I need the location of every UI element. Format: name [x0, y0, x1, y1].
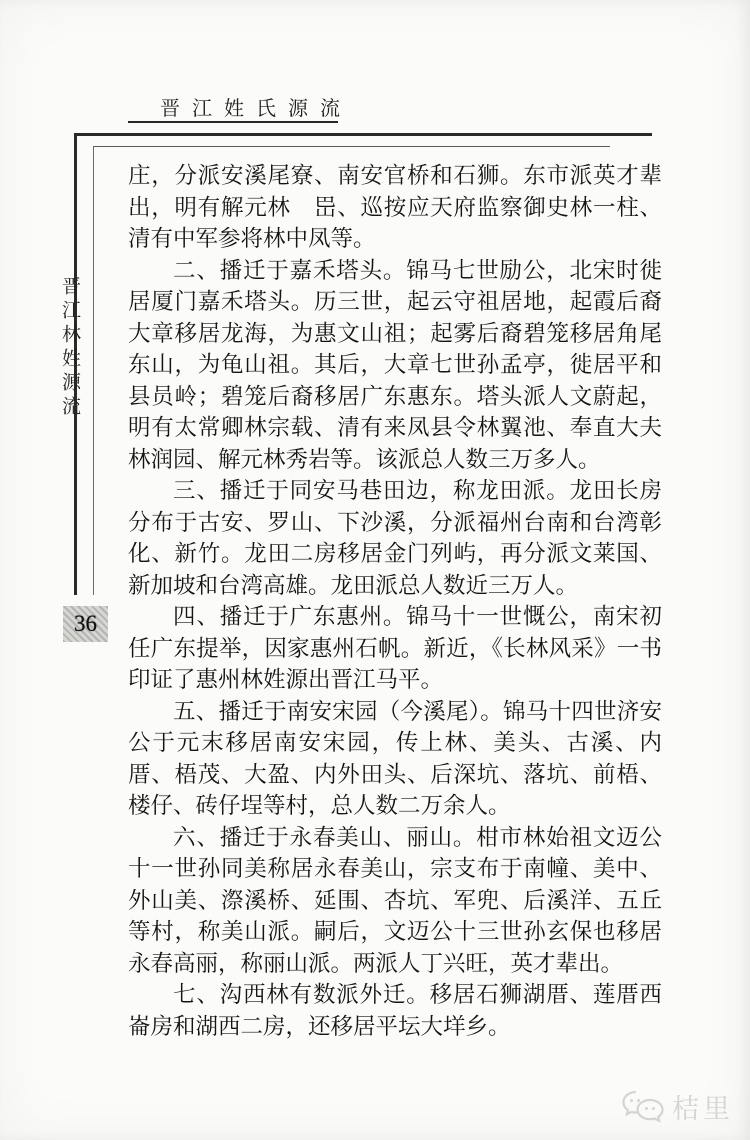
paragraph-continuation: 庄，分派安溪尾寮、南安官桥和石狮。东市派英才辈出，明有解元林 岊、巡按应天府监察御史林一柱、清有中军参将林中凤等。 — [128, 163, 662, 251]
frame-top-inner-rule — [93, 146, 610, 147]
paragraph-7: 七、沟西林有数派外迁。移居石狮湖厝、莲厝西崙房和湖西二房，还移居平坛大垟乡。 — [128, 982, 662, 1039]
frame-top-outer-rule — [74, 133, 652, 136]
paragraph-2: 二、播迁于嘉禾塔头。锦马七世励公，北宋时徙居厦门嘉禾塔头。历三世，起云守祖居地，起霞后裔大章移居龙海，为惠文山祖；起雾后裔碧笼移居角尾东山，为龟山祖。其后，大章七世孙孟亭，徙居平和县员岭；碧笼后裔移居广东惠东。塔头派人文蔚起，明有太常卿林宗载、清有来凤县令林翼池、奉直大夫林润园、解元林秀岩等。该派总人数三万多人。 — [128, 257, 662, 472]
main-text-block — [128, 160, 662, 1042]
running-header: 晋江姓氏源流 — [160, 98, 352, 120]
paragraph-6: 六、播迁于永春美山、丽山。柑市林始祖文迈公十一世孙同美称居永春美山，宗支布于南幢、美中、外山美、漈溪桥、延围、杏坑、军兜、后溪洋、五丘等村，称美山派。嗣后，文迈公十三世孙玄保也移居永春高丽，称丽山派。两派人丁兴旺，英才辈出。 — [128, 824, 662, 976]
watermark-text: 桔里 — [672, 1094, 734, 1124]
sidebar-vertical-title: 晋江林姓源流 — [59, 276, 80, 420]
watermark — [622, 1087, 734, 1126]
paragraph-4: 四、播迁于广东惠州。锦马十一世慨公，南宋初任广东提举，因家惠州石帆。新近，《长林风采》一书印证了惠州林姓源出晋江马平。 — [128, 604, 662, 692]
page-number: 36 — [74, 611, 97, 636]
running-header-rule — [128, 121, 338, 123]
page-number-box — [63, 606, 108, 642]
frame-left-inner-rule — [93, 146, 94, 595]
paragraph-3: 三、播迁于同安马巷田边，称龙田派。龙田长房分布于古安、罗山、下沙溪，分派福州台南和台湾彰化、新竹。龙田二房移居金门列屿，再分派文莱国、新加坡和台湾高雄。龙田派总人数近三万人。 — [128, 478, 662, 598]
chat-bubbles-icon — [622, 1090, 664, 1124]
paragraph-5: 五、播迁于南安宋园（今溪尾）。锦马十四世济安公于元末移居南安宋园，传上林、美头、古溪、内厝、梧茂、大盈、内外田头、后深坑、落坑、前梧、楼仔、砖仔埕等村，总人数二万余人。 — [128, 698, 662, 818]
